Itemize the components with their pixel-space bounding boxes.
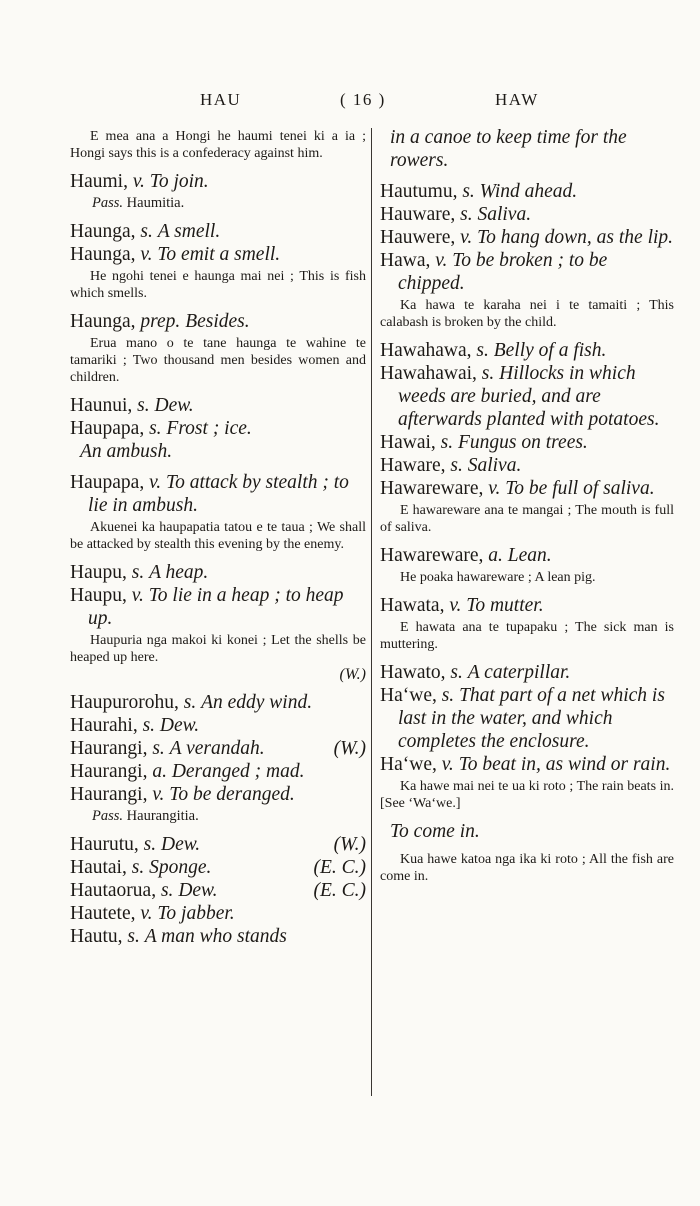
dictionary-entry: Hawa, v. To be broken ; to be chipped. — [380, 250, 608, 294]
definition: Wind ahead. — [479, 181, 578, 202]
dictionary-entry: Ha‘we, s. That part of a net which is last in the water, and which completes the enclosure. — [380, 685, 665, 752]
dictionary-entry: Haupu, s. A heap. — [70, 562, 209, 583]
dictionary-entry: Hautete, v. To jabber. — [70, 903, 235, 924]
dictionary-entry: Haware, s. Saliva. — [380, 455, 522, 476]
headword: Haurangi — [70, 784, 143, 805]
definition: Fungus on trees. — [458, 432, 588, 453]
example-sentence: Akuenei ka haupapatia tatou e te taua ; We shall be attacked by stealth this evening by the enemy. — [70, 520, 366, 552]
headword: Haurutu — [70, 834, 134, 855]
dictionary-entry: Hawareware, v. To be full of saliva. — [380, 478, 655, 499]
headword: Hawa — [380, 250, 426, 271]
definition: A smell. — [157, 221, 221, 242]
headword: Hawahawa — [380, 340, 467, 361]
definition: An eddy wind. — [201, 692, 313, 713]
definition: That part of a net which is last in the water, and which completes the enclosure. — [398, 685, 665, 752]
part-of-speech: v. — [131, 585, 144, 606]
dictionary-entry: Hautu, s. A man who stands — [70, 926, 287, 947]
dictionary-entry: Haunui, s. Dew. — [70, 395, 194, 416]
dictionary-entry: Hawato, s. A caterpillar. — [380, 662, 571, 683]
definition: Dew. — [178, 880, 218, 901]
headword: Hawato — [380, 662, 441, 683]
part-of-speech: s. — [476, 340, 489, 361]
part-of-speech: s. — [450, 662, 463, 683]
dictionary-entry: Hawahawa, s. Belly of a fish. — [380, 340, 607, 361]
definition: Deranged ; mad. — [171, 761, 305, 782]
headword: Haumi — [70, 171, 124, 192]
example-sentence: E hawareware ana te mangai ; The mouth is full of saliva. — [380, 503, 674, 535]
example-sentence: E hawata ana te tupapaku ; The sick man is muttering. — [380, 620, 674, 652]
passive-word: Haumitia. — [126, 195, 185, 211]
header-right: HAW — [495, 90, 539, 109]
part-of-speech: s. — [460, 204, 473, 225]
part-of-speech: s. — [131, 562, 145, 583]
part-of-speech: s. — [183, 692, 197, 713]
definition: To jabber. — [157, 903, 235, 924]
definition: Hillocks in which weeds are buried, and are afterwards planted with potatoes. — [398, 363, 660, 430]
definition: Belly of a fish. — [493, 340, 607, 361]
part-of-speech: s. — [450, 455, 463, 476]
headword: Haupu — [70, 585, 122, 606]
example-sentence: E mea ana a Hongi he haumi tenei ki a ia ; Hongi says this is a confederacy against him. — [70, 129, 366, 161]
dictionary-entry: Hautai, s. Sponge. (E. C.) — [70, 857, 366, 878]
page-header — [0, 90, 700, 114]
dictionary-entry: Haunga, s. A smell. — [70, 221, 221, 242]
part-of-speech: s. — [131, 857, 145, 878]
example-sentence: He ngohi tenei e haunga mai nei ; This is fish which smells. — [70, 269, 366, 301]
headword: Haunui — [70, 395, 128, 416]
part-of-speech: s. — [137, 395, 150, 416]
part-of-speech: s. — [127, 926, 140, 947]
sub-definition: To come in. — [390, 821, 480, 842]
part-of-speech: a. — [488, 545, 503, 566]
example-sentence: Ka hawa te karaha nei i te tamaiti ; This calabash is broken by the child. — [380, 298, 674, 330]
dictionary-entry: Haurangi, a. Deranged ; mad. — [70, 761, 305, 782]
part-of-speech: s. — [142, 715, 156, 736]
headword: Ha‘we — [380, 685, 432, 706]
example-sentence: Erua mano o te tane haunga te wahine te tamariki ; Two thousand men besides women and children. — [70, 336, 366, 385]
example-sentence: Kua hawe katoa nga ika ki roto ; All the fish are come in. — [380, 852, 674, 884]
part-of-speech: s. — [152, 738, 165, 759]
headword: Hautumu — [380, 181, 453, 202]
page-number: ( 16 ) — [340, 90, 386, 109]
passive-label: Pass. — [92, 808, 124, 824]
headword: Haware — [380, 455, 441, 476]
dictionary-entry: Hautumu, s. Wind ahead. — [380, 181, 578, 202]
passive-label: Pass. — [92, 195, 124, 211]
headword: Hawata — [380, 595, 440, 616]
definition: To hang down, as the lip. — [477, 227, 674, 248]
headword: Haurahi — [70, 715, 133, 736]
left-column — [70, 126, 366, 948]
dictionary-entry: Haupurorohu, s. An eddy wind. — [70, 692, 313, 713]
definition: A caterpillar. — [467, 662, 571, 683]
part-of-speech: s. — [481, 363, 495, 384]
dictionary-entry: Hauwere, v. To hang down, as the lip. — [380, 227, 674, 248]
source-note: (W.) — [333, 738, 366, 759]
dictionary-entry: Hawata, v. To mutter. — [380, 595, 544, 616]
dictionary-entry: Hauware, s. Saliva. — [380, 204, 532, 225]
definition: To mutter. — [466, 595, 544, 616]
headword: Haupapa — [70, 472, 140, 493]
definition: A heap. — [149, 562, 209, 583]
definition: To attack by stealth ; to lie in ambush. — [88, 472, 349, 516]
part-of-speech: v. — [460, 227, 473, 248]
dictionary-entry: Haupu, v. To lie in a heap ; to heap up. — [70, 585, 344, 629]
part-of-speech: v. — [449, 595, 462, 616]
dictionary-entry: Haumi, v. To join. — [70, 171, 209, 192]
part-of-speech: v. — [132, 171, 145, 192]
headword: Hawareware — [380, 545, 479, 566]
headword: Hauware — [380, 204, 451, 225]
sub-definition: An ambush. — [80, 441, 173, 462]
headword: Hawareware — [380, 478, 479, 499]
definition: To be full of saliva. — [505, 478, 655, 499]
headword: Haunga — [70, 311, 131, 332]
source-note: (E. C.) — [313, 880, 366, 901]
headword: Haurangi — [70, 738, 143, 759]
headword: Haurangi — [70, 761, 143, 782]
passive-form — [92, 194, 366, 212]
source-note: (W.) — [333, 834, 366, 855]
dictionary-entry: Haurahi, s. Dew. — [70, 715, 200, 736]
sub-definition: in a canoe to keep time for the rowers. — [390, 127, 627, 171]
part-of-speech: v. — [488, 478, 501, 499]
part-of-speech: s. — [462, 181, 475, 202]
dictionary-entry: Haunga, prep. Besides. — [70, 311, 250, 332]
definition: Lean. — [507, 545, 552, 566]
part-of-speech: a. — [152, 761, 167, 782]
source-note: (E. C.) — [313, 857, 366, 878]
part-of-speech: v. — [140, 903, 153, 924]
dictionary-entry: Hautaorua, s. Dew. (E. C.) — [70, 880, 366, 901]
headword: Hautete — [70, 903, 131, 924]
definition: To be deranged. — [169, 784, 295, 805]
part-of-speech: v. — [152, 784, 165, 805]
definition: To be broken ; to be chipped. — [398, 250, 608, 294]
source-note: (W.) — [339, 666, 366, 683]
definition: To emit a smell. — [157, 244, 281, 265]
dictionary-entry: Hawareware, a. Lean. — [380, 545, 552, 566]
definition: To beat in, as wind or rain. — [458, 754, 671, 775]
headword: Hautai — [70, 857, 122, 878]
example-sentence: He poaka hawareware ; A lean pig. — [400, 570, 596, 585]
headword: Hauwere — [380, 227, 451, 248]
definition: Frost ; ice. — [166, 418, 252, 439]
dictionary-entry: Haurangi, s. A verandah. (W.) — [70, 738, 366, 759]
definition: Saliva. — [477, 204, 532, 225]
part-of-speech: s. — [140, 221, 153, 242]
headword: Haunga — [70, 244, 131, 265]
part-of-speech: s. — [149, 418, 162, 439]
part-of-speech: v. — [149, 472, 162, 493]
headword: Ha‘we — [380, 754, 432, 775]
definition: Sponge. — [149, 857, 212, 878]
dictionary-entry: Haurangi, v. To be deranged. — [70, 784, 295, 805]
part-of-speech: v. — [441, 754, 454, 775]
headword: Haupu — [70, 562, 122, 583]
dictionary-entry: Haurutu, s. Dew. (W.) — [70, 834, 366, 855]
dictionary-entry: Hawai, s. Fungus on trees. — [380, 432, 588, 453]
definition: To lie in a heap ; to heap up. — [88, 585, 344, 629]
dictionary-entry: Haunga, v. To emit a smell. — [70, 244, 281, 265]
definition: A man who stands — [144, 926, 287, 947]
passive-form — [92, 807, 366, 825]
dictionary-entry: Haupapa, s. Frost ; ice. — [70, 418, 252, 439]
part-of-speech: s. — [143, 834, 157, 855]
headword: Hawahawai — [380, 363, 473, 384]
headword: Haunga — [70, 221, 131, 242]
definition: To join. — [149, 171, 209, 192]
header-left: HAU — [200, 90, 242, 109]
part-of-speech: v. — [435, 250, 448, 271]
headword: Hautaorua — [70, 880, 152, 901]
definition: Dew. — [154, 395, 194, 416]
dictionary-entry: Ha‘we, v. To beat in, as wind or rain. — [380, 754, 671, 775]
example-sentence: Haupuria nga makoi ki konei ; Let the shells be heaped up here. (W.) — [70, 633, 366, 683]
headword: Haupapa — [70, 418, 140, 439]
dictionary-entry: Hawahawai, s. Hillocks in which weeds are buried, and are afterwards planted with potatoes. — [380, 363, 660, 430]
dictionary-entry: Haupapa, v. To attack by stealth ; to lie in ambush. — [70, 472, 349, 516]
headword: Hawai — [380, 432, 431, 453]
definition: A verandah. — [169, 738, 265, 759]
column-divider — [371, 128, 372, 1096]
right-column — [380, 126, 674, 893]
part-of-speech: s. — [441, 685, 455, 706]
definition: Dew. — [159, 715, 200, 736]
example-sentence: Ka hawe mai nei te ua ki roto ; The rain beats in. [See ‘Wa‘we.] — [380, 779, 674, 811]
definition: Besides. — [185, 311, 250, 332]
headword: Hautu — [70, 926, 118, 947]
definition: Dew. — [161, 834, 201, 855]
part-of-speech: prep. — [140, 311, 181, 332]
definition: Saliva. — [467, 455, 522, 476]
part-of-speech: s. — [160, 880, 174, 901]
part-of-speech: v. — [140, 244, 153, 265]
passive-word: Haurangitia. — [126, 808, 199, 824]
part-of-speech: s. — [440, 432, 454, 453]
headword: Haupurorohu — [70, 692, 174, 713]
